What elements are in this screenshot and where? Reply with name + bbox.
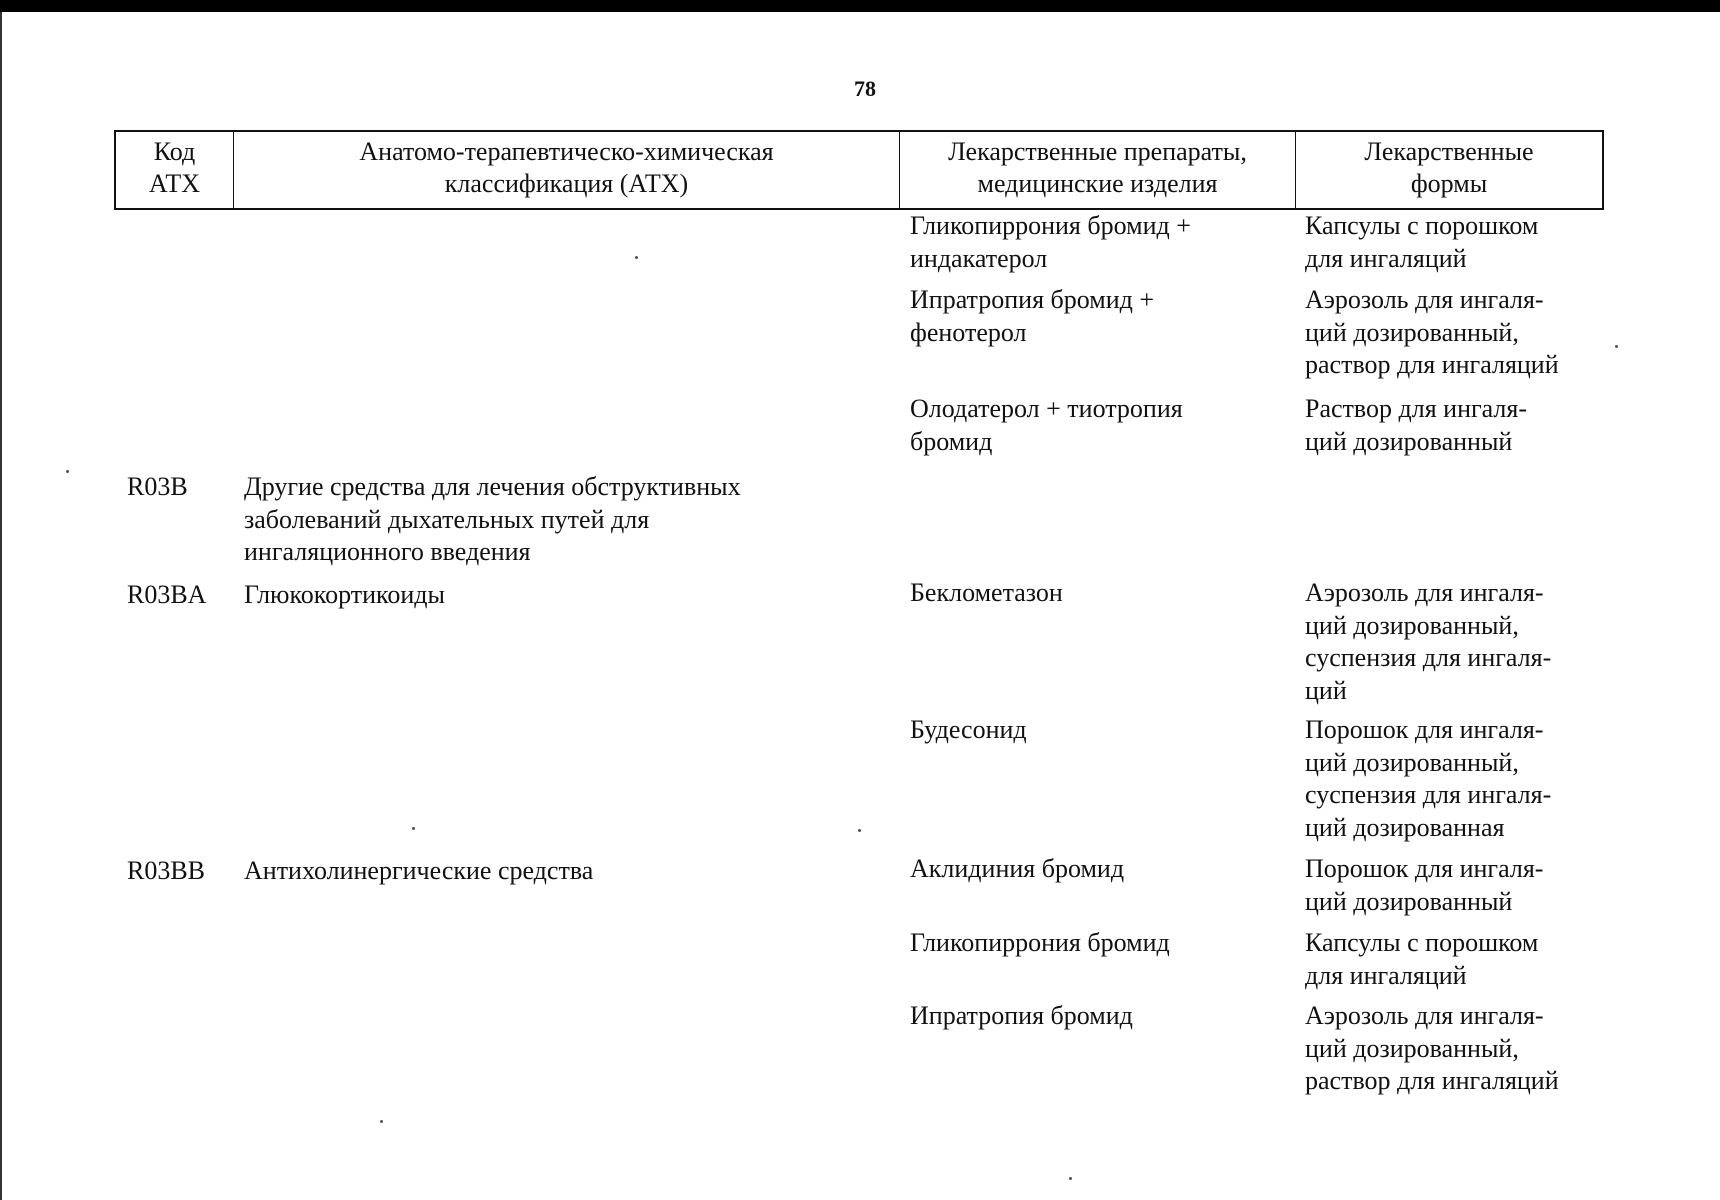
scan-speck: [412, 827, 415, 830]
table-row-form: Порошок для ингаля- ций дозированный: [1305, 854, 1544, 916]
table-row-drug: Гликопиррония бромид: [910, 928, 1170, 957]
table-row-code: R03BB: [127, 856, 206, 885]
table-row-drug: Ипратропия бромид + фенотерол: [910, 285, 1155, 347]
table-row-classification: Другие средства для лечения обструктивных заболеваний дыхательных путей для ингаляционного введения: [244, 472, 741, 566]
table-row-form: Порошок для ингаля- ций дозированный, суспензия для ингаля- ций дозированная: [1305, 715, 1552, 842]
table-row-form: Капсулы с порошком для ингаляций: [1305, 928, 1539, 990]
table-row-form: Капсулы с порошком для ингаляций: [1305, 211, 1539, 273]
header-code: Код АТХ: [116, 132, 234, 208]
scan-speck: [858, 829, 861, 832]
scan-speck: [1615, 345, 1618, 348]
table-row-form: Аэрозоль для ингаля- ций дозированный, суспензия для ингаля- ций: [1305, 578, 1552, 705]
table-row-code: R03BA: [127, 580, 207, 609]
table-row-classification: Глюкокортикоиды: [244, 580, 445, 609]
table-row-drug: Ипратропия бромид: [910, 1001, 1133, 1030]
table-row-form: Раствор для ингаля- ций дозированный: [1305, 394, 1528, 456]
scan-speck: [380, 1120, 383, 1123]
table-row-form: Аэрозоль для ингаля- ций дозированный, раствор для ингаляций: [1305, 285, 1559, 379]
table-row-drug: Беклометазон: [910, 578, 1063, 607]
scan-speck: [1069, 1177, 1072, 1180]
table-row-form: Аэрозоль для ингаля- ций дозированный, раствор для ингаляций: [1305, 1001, 1559, 1095]
table-row-drug: Гликопиррония бромид + индакатерол: [910, 211, 1191, 273]
table-row-code: R03B: [127, 472, 188, 501]
page-number: 78: [854, 76, 876, 101]
table-row-classification: Антихолинергические средства: [244, 856, 594, 885]
scan-speck: [635, 256, 638, 259]
table-row-drug: Будесонид: [910, 715, 1027, 744]
scan-speck: [66, 470, 69, 473]
header-forms: Лекарственные формы: [1364, 137, 1534, 198]
table-row-drug: Олодатерол + тиотропия бромид: [910, 394, 1183, 456]
table-row-drug: Аклидиния бромид: [910, 854, 1125, 883]
header-drugs: Лекарственные препараты, медицинские изделия: [900, 132, 1296, 208]
header-classification: Анатомо-терапевтическо-химическая классификация (АТХ): [234, 132, 900, 208]
